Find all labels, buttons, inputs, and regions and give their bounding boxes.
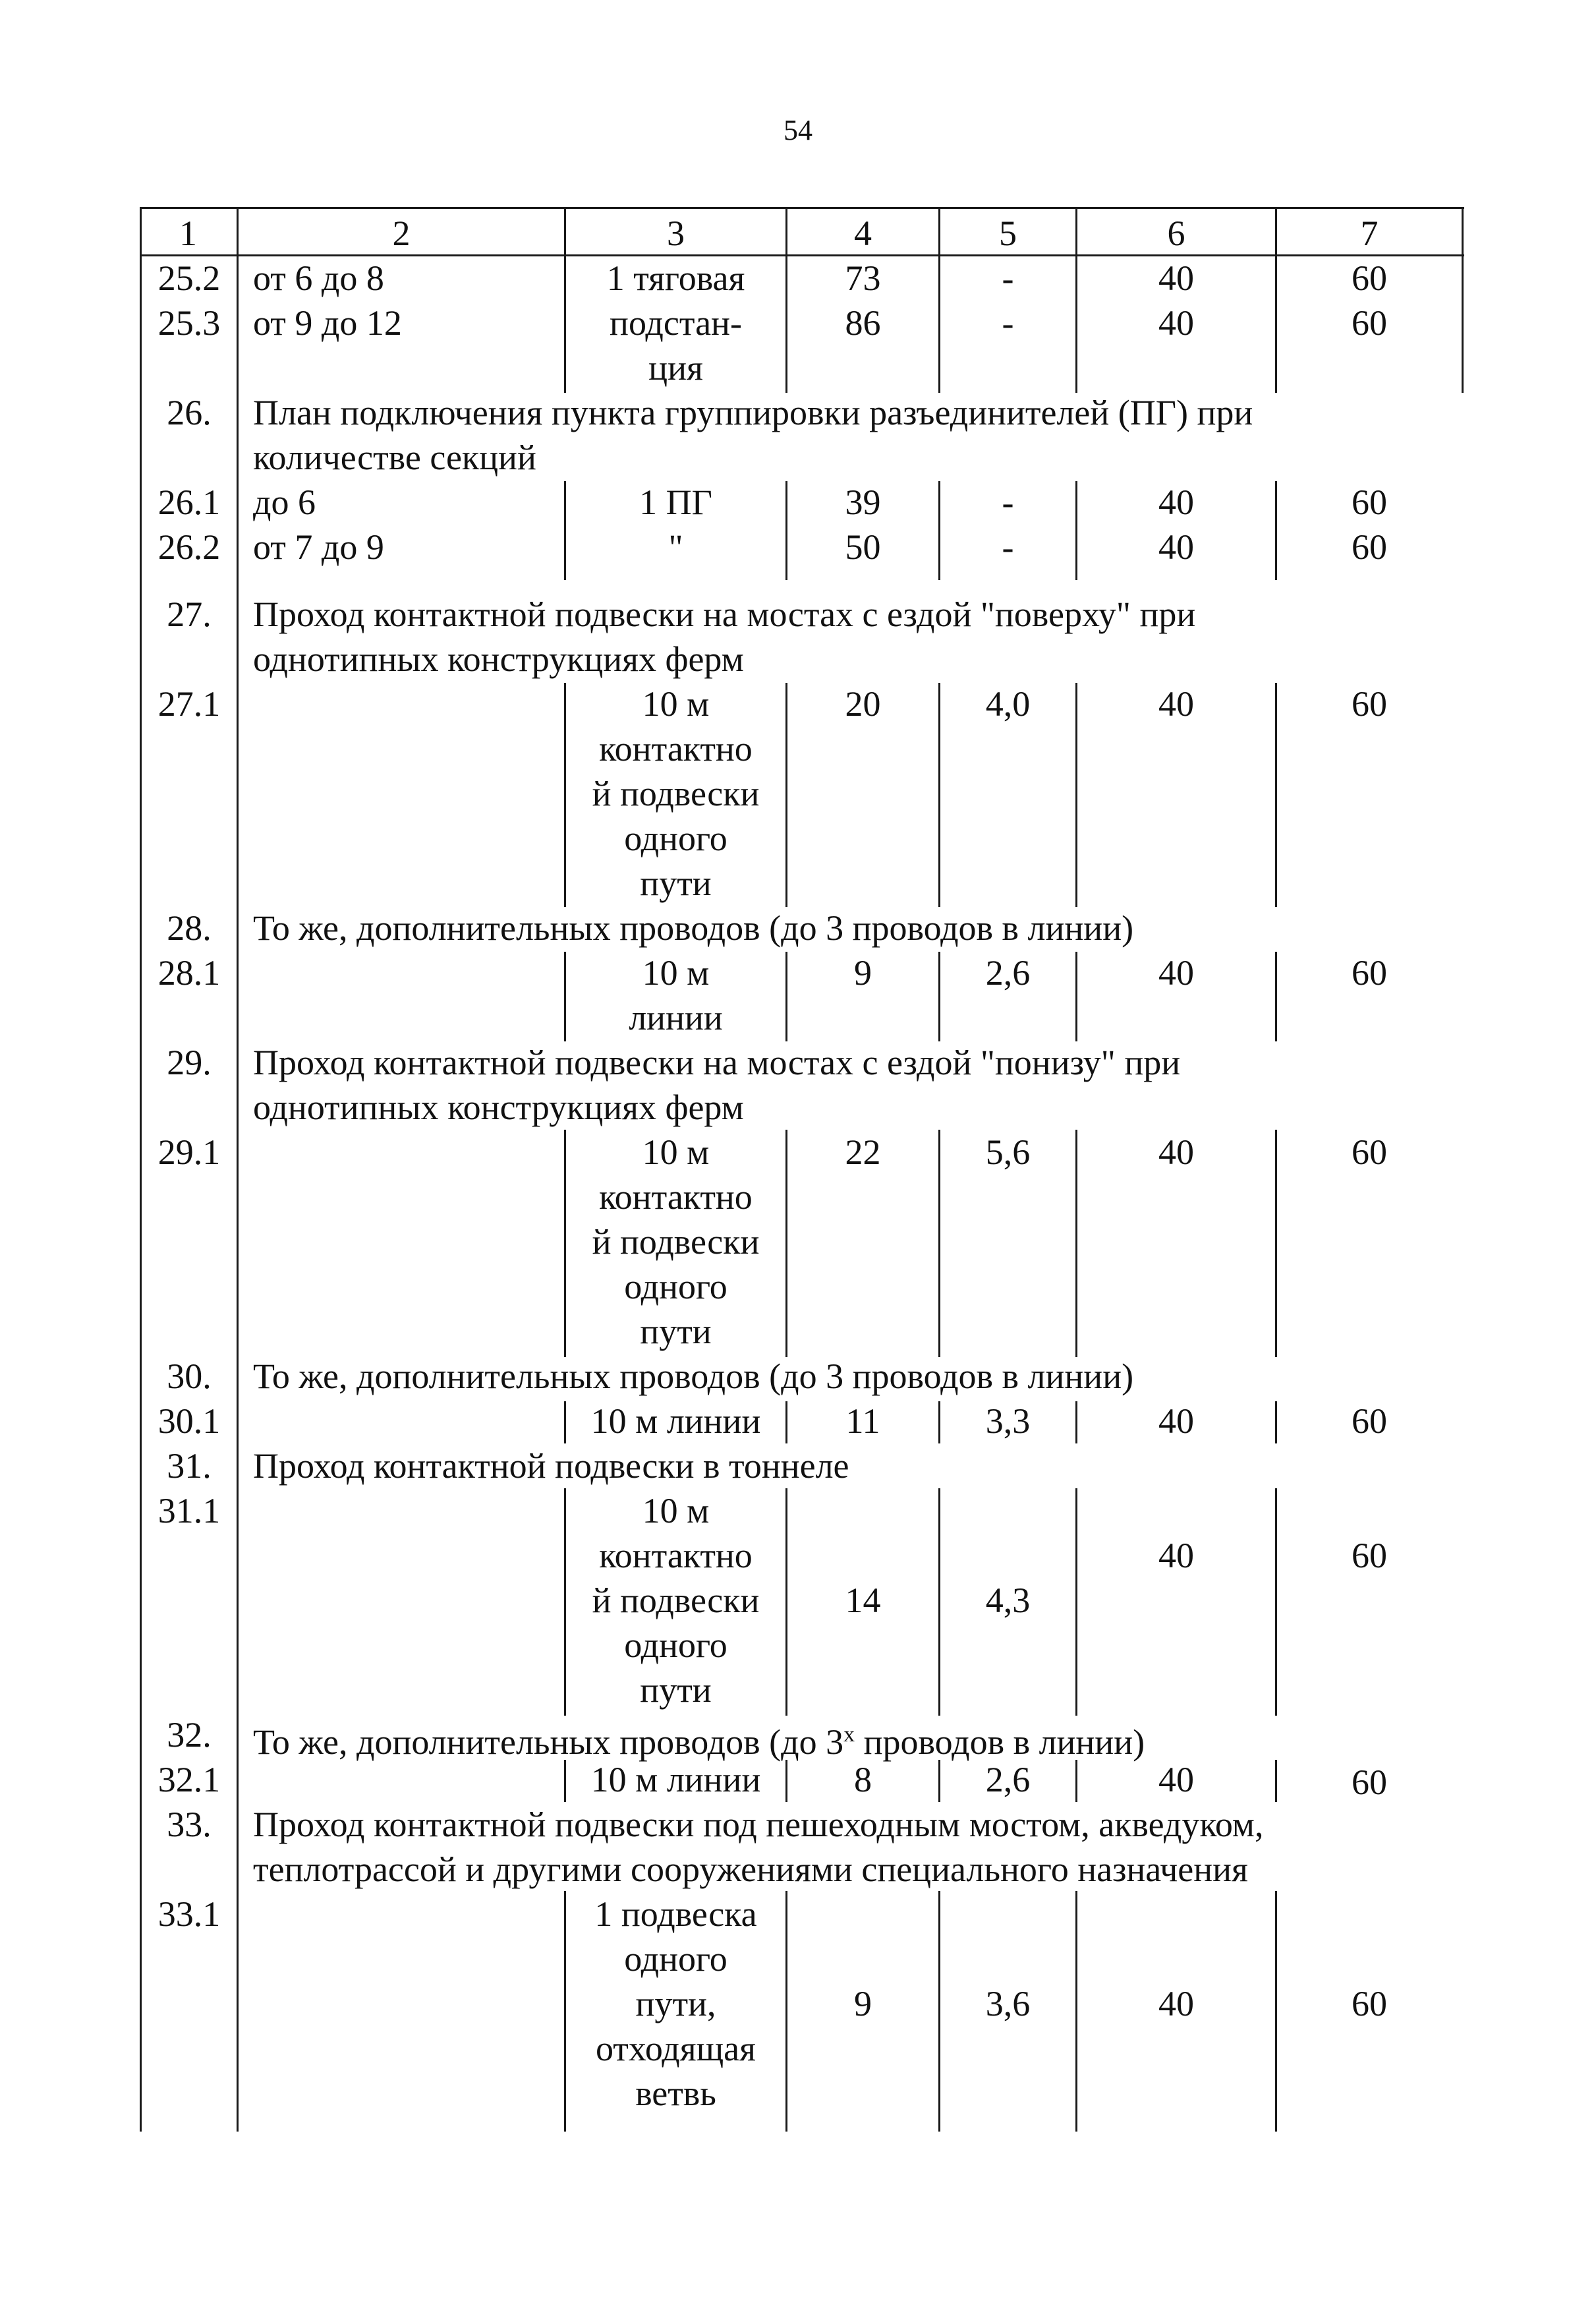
unit-cell: контактно	[599, 1177, 753, 1217]
value-cell-4: 20	[845, 684, 881, 724]
value-cell-5: 5,6	[985, 1132, 1031, 1172]
table-right-border	[1462, 254, 1464, 393]
row-number: 26.1	[157, 482, 221, 522]
value-cell-7: 60	[1352, 527, 1387, 567]
section-title: количестве секций	[253, 438, 536, 477]
row-name: от 6 до 8	[253, 258, 384, 298]
header-cell-1: 1	[179, 214, 197, 253]
value-cell-7: 60	[1352, 303, 1387, 343]
row-number: 29.1	[157, 1132, 221, 1172]
value-cell-6: 40	[1158, 527, 1194, 567]
value-cell-4: 39	[845, 482, 881, 522]
value-cell-6: 40	[1158, 1984, 1194, 2023]
title-part: То же, дополнительных проводов (до 3	[253, 1722, 844, 1762]
unit-cell: 10 м	[642, 684, 710, 724]
unit-cell: й подвески	[592, 1581, 760, 1620]
value-cell-7: 60	[1352, 482, 1387, 522]
section-title: То же, дополнительных проводов (до 3 проводов в линии)	[253, 908, 1134, 948]
row-name: от 9 до 12	[253, 303, 402, 343]
value-cell-7: 60	[1352, 1984, 1387, 2023]
unit-cell: й подвески	[592, 774, 760, 813]
title-superscript: х	[843, 1722, 855, 1747]
value-cell-5: 3,6	[985, 1984, 1031, 2023]
value-cell-4: 14	[845, 1581, 881, 1620]
section-title: Проход контактной подвески в тоннеле	[253, 1446, 849, 1486]
value-cell-4: 9	[854, 953, 872, 993]
unit-cell: одного	[624, 819, 727, 858]
value-cell-5: 4,3	[985, 1581, 1031, 1620]
column-divider	[1275, 1488, 1277, 1716]
value-cell-7: 60	[1352, 1401, 1387, 1441]
row-number: 25.3	[157, 303, 221, 343]
value-cell-6: 40	[1158, 953, 1194, 993]
row-number: 27.	[167, 595, 212, 634]
title-part: проводов в линии)	[855, 1722, 1145, 1762]
section-title: однотипных конструкциях ферм	[253, 639, 744, 679]
table-right-border	[1462, 207, 1464, 254]
unit-cell: й подвески	[592, 1222, 760, 1262]
unit-cell: контактно	[599, 729, 753, 769]
value-cell-7: 60	[1352, 258, 1387, 298]
value-cell-6: 40	[1158, 258, 1194, 298]
value-cell-4: 9	[854, 1984, 872, 2023]
row-number: 32.1	[157, 1760, 221, 1799]
value-cell-5: -	[1002, 482, 1014, 522]
section-title: То же, дополнительных проводов (до 3 проводов в линии)	[253, 1356, 1134, 1396]
unit-cell: 10 м линии	[590, 1760, 761, 1799]
row-number: 33.1	[157, 1894, 221, 1934]
value-cell-4: 73	[845, 258, 881, 298]
row-name: до 6	[253, 482, 316, 522]
unit-cell: одного	[624, 1267, 727, 1306]
value-cell-4: 86	[845, 303, 881, 343]
section-title: Проход контактной подвески на мостах с ездой "поверху" при	[253, 595, 1196, 634]
unit-cell: 10 м	[642, 1132, 710, 1172]
value-cell-5: -	[1002, 258, 1014, 298]
value-cell-4: 22	[845, 1132, 881, 1172]
value-cell-4: 8	[854, 1760, 872, 1799]
unit-cell: подстан-	[610, 303, 742, 343]
row-number: 31.	[167, 1446, 212, 1486]
value-cell-4: 50	[845, 527, 881, 567]
row-number: 27.1	[157, 684, 221, 724]
value-cell-5: -	[1002, 527, 1014, 567]
unit-cell: ция	[648, 348, 703, 388]
value-cell-5: -	[1002, 303, 1014, 343]
unit-cell: линии	[629, 998, 723, 1037]
value-cell-6: 40	[1158, 303, 1194, 343]
unit-cell: контактно	[599, 1536, 753, 1575]
value-cell-4: 11	[845, 1401, 880, 1441]
row-number: 26.2	[157, 527, 221, 567]
unit-cell: пути	[640, 1670, 712, 1710]
row-number: 31.1	[157, 1491, 221, 1530]
row-number: 28.1	[157, 953, 221, 993]
header-cell-7: 7	[1360, 214, 1379, 253]
unit-cell: одного	[624, 1939, 727, 1979]
unit-cell: 1 ПГ	[639, 482, 712, 522]
unit-cell: одного	[624, 1625, 727, 1665]
row-number: 29.	[167, 1043, 212, 1082]
unit-cell: 10 м	[642, 1491, 710, 1530]
header-cell-5: 5	[999, 214, 1017, 253]
section-title: Проход контактной подвески на мостах с ездой "понизу" при	[253, 1043, 1181, 1082]
section-title: теплотрассой и другими сооружениями специального назначения	[253, 1849, 1248, 1889]
value-cell-6: 40	[1158, 1760, 1194, 1799]
value-cell-6: 40	[1158, 482, 1194, 522]
unit-cell: 1 подвеска	[594, 1894, 757, 1934]
unit-cell: пути	[640, 1312, 712, 1351]
value-cell-5: 4,0	[985, 684, 1031, 724]
value-cell-5: 2,6	[985, 953, 1031, 993]
value-cell-7: 60	[1352, 1132, 1387, 1172]
value-cell-7: 60	[1352, 684, 1387, 724]
value-cell-6: 40	[1158, 684, 1194, 724]
unit-cell: 10 м линии	[590, 1401, 761, 1441]
value-cell-7: 60	[1352, 1536, 1387, 1575]
value-cell-5: 2,6	[985, 1760, 1031, 1799]
table-top-border	[140, 207, 1464, 209]
header-cell-6: 6	[1167, 214, 1185, 253]
row-number: 30.1	[157, 1401, 221, 1441]
row-number: 33.	[167, 1805, 212, 1844]
value-cell-6: 40	[1158, 1536, 1194, 1575]
value-cell-7: 60	[1352, 1762, 1387, 1802]
header-cell-2: 2	[392, 214, 411, 253]
unit-cell: ветвь	[635, 2074, 716, 2113]
row-name: от 7 до 9	[253, 527, 384, 567]
value-cell-6: 40	[1158, 1401, 1194, 1441]
column-divider	[1075, 1488, 1077, 1716]
unit-cell: пути,	[635, 1984, 716, 2023]
norms-table	[140, 207, 1464, 2132]
header-cell-4: 4	[854, 214, 872, 253]
section-title: однотипных конструкциях ферм	[253, 1088, 744, 1127]
row-number: 26.	[167, 393, 212, 432]
section-title: План подключения пункта группировки разъединителей (ПГ) при	[253, 393, 1253, 432]
row-number: 30.	[167, 1356, 212, 1396]
row-number: 25.2	[157, 258, 221, 298]
unit-cell: 10 м	[642, 953, 710, 993]
value-cell-7: 60	[1352, 953, 1387, 993]
value-cell-5: 3,3	[985, 1401, 1031, 1441]
page-number: 54	[784, 114, 812, 146]
value-cell-6: 40	[1158, 1132, 1194, 1172]
unit-cell: пути	[640, 863, 712, 903]
unit-cell: отходящая	[596, 2029, 756, 2068]
unit-cell: "	[668, 527, 683, 567]
row-number: 32.	[167, 1715, 212, 1755]
section-title: Проход контактной подвески под пешеходным мостом, акведуком,	[253, 1805, 1264, 1844]
unit-cell: 1 тяговая	[606, 258, 745, 298]
header-cell-3: 3	[667, 214, 685, 253]
row-number: 28.	[167, 908, 212, 948]
